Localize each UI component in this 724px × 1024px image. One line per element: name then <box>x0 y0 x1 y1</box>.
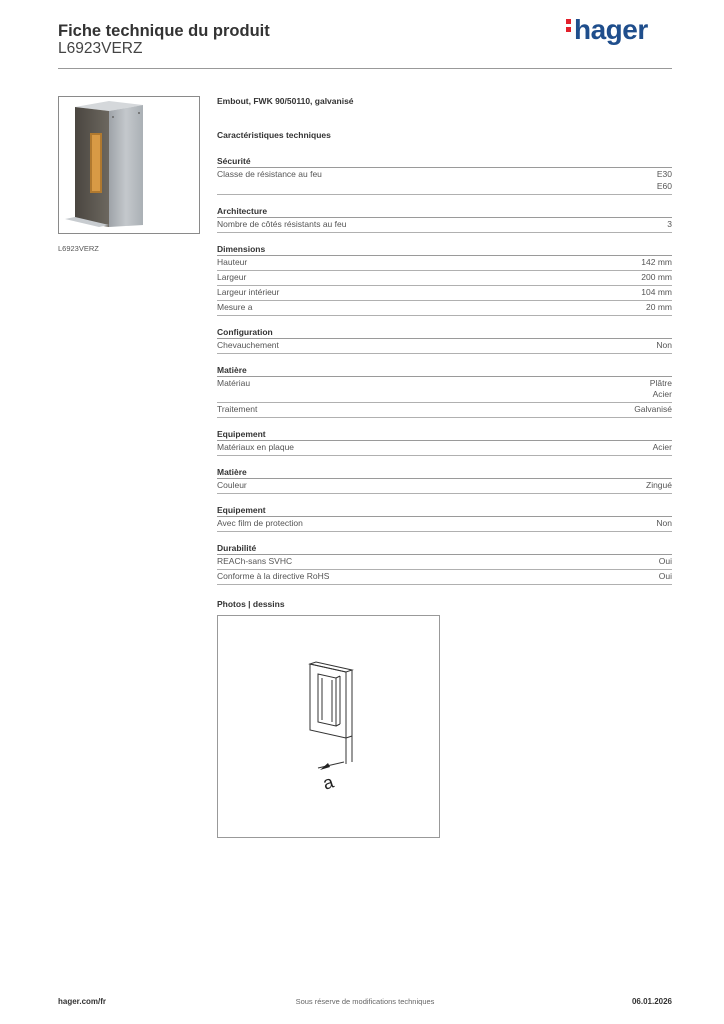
spec-section <box>217 243 672 316</box>
hager-logo <box>566 14 648 46</box>
spec-section <box>217 504 672 532</box>
footer-notice: Sous réserve de modifications techniques <box>295 997 435 1006</box>
spec-value <box>656 518 672 530</box>
spec-section <box>217 205 672 233</box>
spec-section-title: Configuration <box>217 326 672 339</box>
spec-value-line: 104 mm <box>641 286 672 297</box>
spec-value <box>667 219 672 231</box>
spec-section <box>217 155 672 195</box>
spec-value <box>641 287 672 299</box>
spec-value-line: Zingué <box>646 480 672 490</box>
footer-date: 06.01.2026 <box>631 997 672 1006</box>
spec-section <box>217 466 672 494</box>
spec-value-line: 200 mm <box>641 271 672 282</box>
spec-row <box>217 301 672 316</box>
spec-label: Nombre de côtés résistants au feu <box>217 218 347 229</box>
spec-row <box>217 517 672 532</box>
spec-value-line: 20 mm <box>646 301 672 312</box>
spec-value-line: E60 <box>656 180 672 191</box>
spec-value <box>650 378 672 401</box>
page-title: Fiche technique du produit <box>58 22 270 40</box>
spec-section-title: Dimensions <box>217 243 672 256</box>
spec-section-title: Sécurité <box>217 155 672 168</box>
spec-row <box>217 218 672 233</box>
spec-row <box>217 339 672 354</box>
product-image <box>58 96 200 234</box>
product-details <box>217 96 672 838</box>
spec-sections <box>217 155 672 585</box>
spec-value-line: E30 <box>656 169 672 179</box>
spec-label: Traitement <box>217 404 258 414</box>
logo-text: hager <box>574 14 648 45</box>
spec-value <box>653 442 672 454</box>
spec-value-line: Non <box>656 339 672 350</box>
spec-row <box>217 377 672 404</box>
photos-title: Photos | dessins <box>217 599 285 609</box>
spec-value-line: Acier <box>652 389 672 399</box>
spec-value-line: 3 <box>667 218 672 229</box>
spec-row <box>217 479 672 494</box>
spec-value-line: Oui <box>658 556 672 566</box>
spec-section <box>217 326 672 354</box>
spec-section <box>217 542 672 585</box>
spec-label: Matériau <box>217 377 251 388</box>
spec-row <box>217 570 672 585</box>
spec-value <box>634 404 672 416</box>
spec-section-title: Equipement <box>217 428 672 441</box>
spec-row <box>217 271 672 286</box>
spec-section <box>217 364 672 419</box>
spec-value-line: Acier <box>652 442 672 452</box>
spec-row <box>217 441 672 456</box>
spec-section-title: Architecture <box>217 205 672 218</box>
spec-label: Avec film de protection <box>217 518 303 528</box>
spec-row <box>217 403 672 418</box>
spec-value <box>659 556 672 568</box>
logo-dots-icon <box>566 16 572 35</box>
spec-value <box>646 302 672 314</box>
product-reference: L6923VERZ <box>58 40 143 57</box>
spec-label: Conforme à la directive RoHS <box>217 571 330 581</box>
spec-label: Hauteur <box>217 256 248 267</box>
footer-website: hager.com/fr <box>58 997 107 1006</box>
header-divider <box>58 68 672 69</box>
spec-label: Chevauchement <box>217 339 279 350</box>
spec-section-title: Matière <box>217 364 672 377</box>
spec-label: Classe de résistance au feu <box>217 169 322 179</box>
spec-value <box>641 272 672 284</box>
spec-label: Matériaux en plaque <box>217 442 295 452</box>
spec-row <box>217 555 672 570</box>
spec-section-title: Equipement <box>217 504 672 517</box>
product-image-caption: L6923VERZ <box>58 244 99 253</box>
product-description: Embout, FWK 90/50110, galvanisé <box>217 96 354 106</box>
spec-value-line: 142 mm <box>641 256 672 267</box>
spec-value <box>657 169 672 192</box>
spec-value-line: Oui <box>658 571 672 581</box>
spec-section-title: Durabilité <box>217 542 672 555</box>
spec-section <box>217 428 672 456</box>
spec-row <box>217 286 672 301</box>
drawing-illustration <box>218 616 439 837</box>
spec-value-line: Plâtre <box>649 377 672 388</box>
spec-value <box>641 257 672 269</box>
technical-drawing <box>217 615 440 838</box>
spec-value <box>656 340 672 352</box>
drawing-dimension-label: a <box>320 771 336 794</box>
spec-label: Couleur <box>217 480 247 490</box>
spec-value-line: Non <box>656 518 672 528</box>
spec-value <box>659 571 672 583</box>
tech-characteristics-title: Caractéristiques techniques <box>217 130 331 140</box>
spec-value-line: Galvanisé <box>634 404 672 414</box>
spec-label: Largeur <box>217 271 247 282</box>
product-photo-illustration <box>59 97 199 233</box>
spec-value <box>646 480 672 492</box>
spec-label: REACh-sans SVHC <box>217 556 293 566</box>
spec-row <box>217 168 672 195</box>
spec-label: Mesure a <box>217 301 253 312</box>
spec-label: Largeur intérieur <box>217 286 280 297</box>
spec-row <box>217 256 672 271</box>
spec-section-title: Matière <box>217 466 672 479</box>
